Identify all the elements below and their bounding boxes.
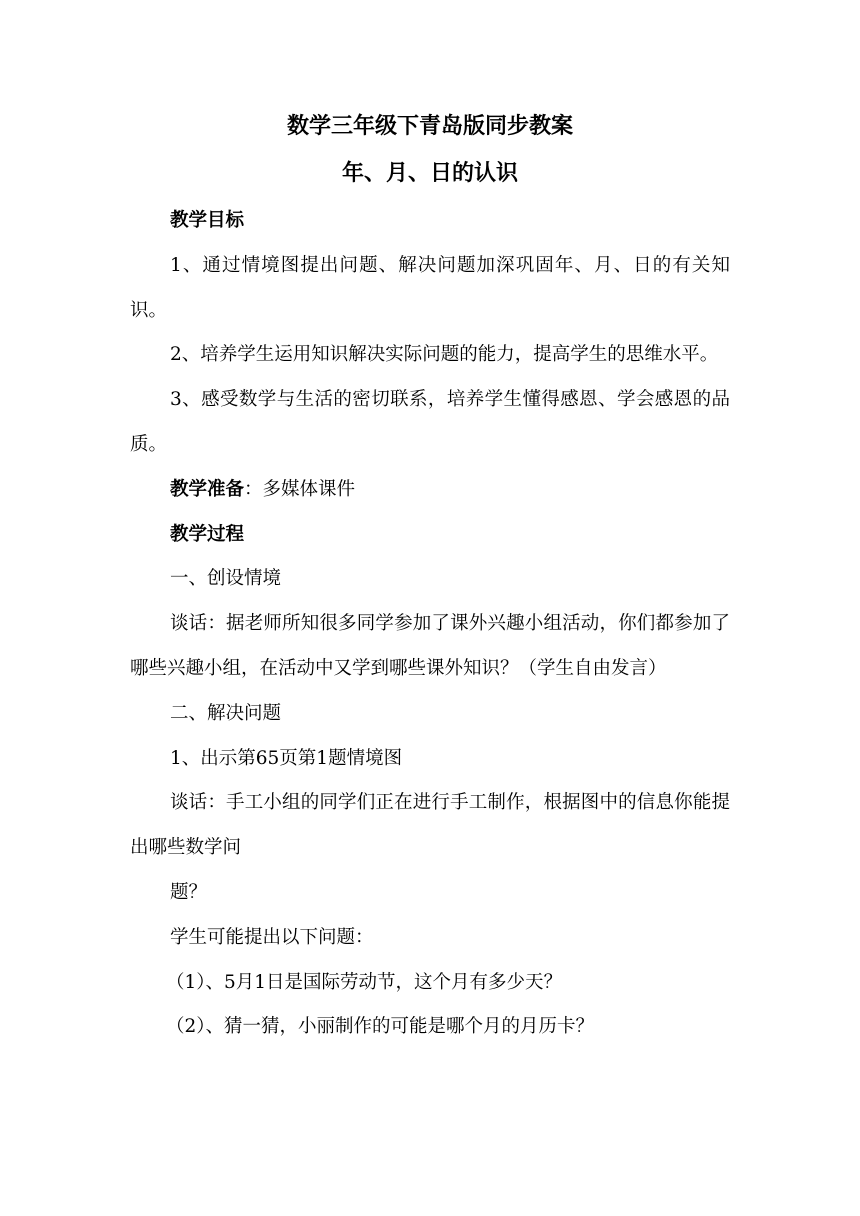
preparation-label: 教学准备 [170, 478, 245, 500]
question-2: （2）、猜一猜，小丽制作的可能是哪个月的月历卡？ [166, 1016, 595, 1038]
objective-1: 1、通过情境图提出问题、解决问题加深巩固年、月、日的有关知识。 [130, 254, 730, 321]
document-subtitle: 年、月、日的认识 [341, 161, 518, 186]
objective-2: 2、培养学生运用知识解决实际问题的能力，提高学生的思维水平。 [170, 344, 719, 366]
process-heading: 教学过程 [170, 523, 245, 545]
objectives-heading: 教学目标 [170, 210, 245, 231]
talk-1: 谈话：据老师所知很多同学参加了课外兴趣小组活动，你们都参加了哪些兴趣小组，在活动中又学到哪些课外知识？（学生自由发言） [130, 613, 730, 679]
document-title: 数学三年级下青岛版同步教案 [286, 114, 573, 139]
preparation-separator: ： [244, 478, 263, 500]
question-1: （1）、5月1日是国际劳动节，这个月有多少天？ [166, 971, 563, 993]
section-1-heading: 一、创设情境 [170, 568, 282, 590]
step-1: 1、出示第65页第1题情境图 [170, 747, 403, 769]
talk-2-line-2: 题？ [170, 881, 208, 903]
document-content [130, 110, 730, 1050]
preparation-value: 多媒体课件 [262, 478, 356, 500]
preparation-line [130, 468, 730, 513]
talk-2-line-1: 谈话：手工小组的同学们正在进行手工制作，根据图中的信息你能提出哪些数学问 [130, 792, 730, 859]
students-may-ask: 学生可能提出以下问题： [170, 926, 374, 948]
objective-3: 3、感受数学与生活的密切联系，培养学生懂得感恩、学会感恩的品质。 [130, 389, 730, 455]
section-2-heading: 二、解决问题 [170, 702, 282, 724]
